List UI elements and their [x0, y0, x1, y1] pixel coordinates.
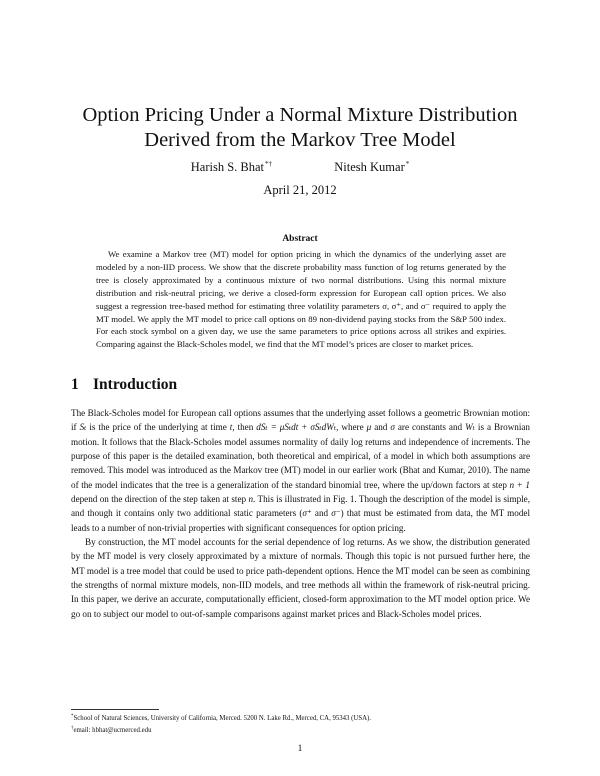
- text-run: are constants and: [394, 422, 466, 433]
- text-run: depend on the direction of the step taken at step: [71, 494, 249, 505]
- author-2: [334, 160, 409, 175]
- footnote-mark: †: [71, 725, 74, 731]
- paragraph-2: By construction, the MT model accounts for the serial dependence of log returns. As we show, the distribution generated by the MT model is very closely approximated by a mixture of normals. Though this topic is not pursued further here, the MT model is a tree model that could be used to price path-dependent options. Hence the MT model can be seen as combining the strengths of normal mixture models, non-IID models, and tree methods all within the framework of risk-neutral pricing. In this paper, we derive an accurate, computationally efficient, closed-form approximation to the MT model option price. We go on to subject our model to out-of-sample comparisons against market prices and Black-Scholes model prices.: [71, 537, 530, 619]
- paper-title: Option Pricing Under a Normal Mixture Distribution Derived from the Markov Tree Model: [82, 104, 518, 151]
- footnote-rule: [71, 709, 159, 710]
- section-number: 1: [71, 376, 79, 393]
- section-heading: [71, 376, 177, 394]
- text-run: and: [371, 422, 391, 433]
- author-name: Nitesh Kumar: [334, 160, 405, 174]
- author-1: [191, 160, 272, 175]
- math-inline: t: [229, 422, 233, 433]
- math-inline: Wₜ: [465, 422, 475, 433]
- paper-date: April 21, 2012: [263, 183, 337, 197]
- abstract-text: We examine a Markov tree (MT) model for option pricing in which the dynamics of the underlying asset are modeled by a non-IID process. We show that the discrete probability mass function of log returns generated by the tree is closely approximated by a continuous mixture of two normal distributions. Using this normal mixture distribution and risk-neutral pricing, we derive a closed-form expression for European call option prices. We also suggest a regression tree-based method for estimating three volatility parameters σ, σ⁺, and σ⁻ required to apply the MT model. We apply the MT model to price call options on 89 non-dividend paying stocks from the S&P 500 index. For each stock symbol on a given day, we use the same parameters to price options across all strikes and expiries. Comparing against the Black-Scholes model, we find that the MT model’s prices are closer to market prices.: [96, 249, 506, 350]
- text-run: ) that must be estimated from data, the MT model leads to a number of non-trivial properties with significant consequences for option pricing.: [71, 508, 530, 533]
- footnote-text: School of Natural Sciences, University of California, Merced. 5200 N. Lake Rd., Merced, CA, 95343 (USA).: [73, 715, 371, 722]
- author-affiliation-mark: *: [405, 160, 410, 168]
- page-number: 1: [297, 744, 303, 754]
- math-inline: μ: [366, 422, 372, 433]
- text-run: , where: [336, 422, 367, 433]
- text-run: and: [311, 508, 332, 519]
- body-text: [71, 406, 530, 621]
- text-run: The Black-Scholes model for European call options assumes that the underlying asset follows a geometric Brownian motion: if: [71, 408, 530, 433]
- math-inline: σ⁻: [331, 508, 341, 519]
- math-inline: σ: [390, 422, 395, 433]
- author-name: Harish S. Bhat: [190, 160, 265, 174]
- text-run: is a Brownian motion. It follows that the Black-Scholes model assumes normality of daily log returns and independence of increments. The purpose of this paper is the detailed examination, both theoretical and empirical, of a model in which both assumptions are removed. This model was introduced as the Markov tree (MT) model in our earlier work (Bhat and Kumar, 2010). The name of the model indicates that the tree is a generalization of the standard binomial tree, where the up/down factors at step: [71, 422, 530, 490]
- footnote-1: [71, 712, 530, 724]
- text-run: , then: [232, 422, 257, 433]
- abstract-heading: Abstract: [282, 234, 318, 244]
- math-inline: Sₜ: [79, 422, 87, 433]
- math-inline: n + 1: [509, 479, 530, 490]
- footnote-mark: *: [71, 714, 74, 719]
- math-inline: dSₜ = μSₜdt + σSₜdWₜ: [256, 422, 337, 433]
- text-run: . This is illustrated in Fig. 1. Though the description of the model is simple, and though it contains only two additional static parameters (: [71, 494, 530, 519]
- author-list: [0, 160, 600, 175]
- author-affiliation-mark: *†: [265, 160, 273, 168]
- footnote-2: [71, 724, 530, 736]
- text-run: is the price of the underlying at time: [86, 422, 230, 433]
- math-inline: σ⁺: [302, 508, 312, 519]
- footnote-text: email: hbhat@ucmerced.edu: [73, 726, 152, 734]
- math-inline: n: [248, 494, 254, 505]
- footnotes: [71, 712, 530, 735]
- paragraph-1: [71, 406, 530, 535]
- section-title: Introduction: [93, 376, 178, 393]
